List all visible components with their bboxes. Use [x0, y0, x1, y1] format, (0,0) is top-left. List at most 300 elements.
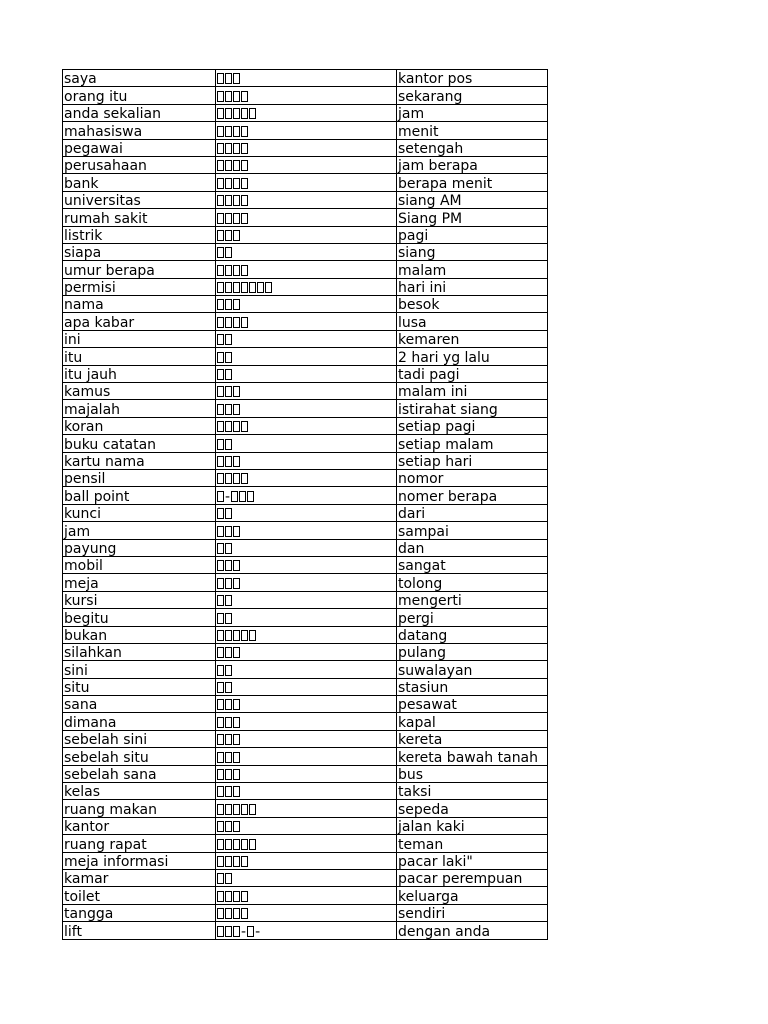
table-row — [63, 661, 548, 678]
missing-glyph-box — [257, 282, 264, 293]
table-row — [63, 296, 548, 313]
missing-glyph-box — [241, 265, 248, 276]
indonesian-word-cell-right: menit — [397, 122, 548, 139]
missing-glyph-box — [241, 317, 248, 328]
missing-glyph-box — [225, 926, 232, 937]
indonesian-word-cell: kelas — [63, 783, 216, 800]
missing-glyph-box — [241, 891, 248, 902]
japanese-word-cell — [216, 243, 397, 260]
table-row — [63, 365, 548, 382]
table-row — [63, 104, 548, 121]
missing-glyph-box — [225, 804, 232, 815]
missing-glyph-box — [217, 839, 224, 850]
missing-glyph-box — [225, 613, 232, 624]
japanese-word-cell — [216, 522, 397, 539]
missing-glyph-box — [233, 856, 240, 867]
japanese-word-cell — [216, 400, 397, 417]
table-row — [63, 869, 548, 886]
indonesian-word-cell: bukan — [63, 626, 216, 643]
japanese-word-cell — [216, 330, 397, 347]
indonesian-word-cell-right: siang AM — [397, 191, 548, 208]
indonesian-word-cell-right: pagi — [397, 226, 548, 243]
missing-glyph-box — [217, 143, 224, 154]
japanese-word-cell — [216, 748, 397, 765]
indonesian-word-cell-right: sekarang — [397, 87, 548, 104]
indonesian-word-cell: meja informasi — [63, 852, 216, 869]
indonesian-word-cell-right: kereta — [397, 730, 548, 747]
missing-glyph-box — [233, 108, 240, 119]
japanese-word-cell — [216, 626, 397, 643]
missing-glyph-box — [225, 752, 232, 763]
indonesian-word-cell: sini — [63, 661, 216, 678]
indonesian-word-cell-right: jam berapa — [397, 156, 548, 173]
missing-glyph-box — [217, 369, 224, 380]
missing-glyph-box — [249, 108, 256, 119]
missing-glyph-box — [217, 265, 224, 276]
missing-glyph-box — [225, 247, 232, 258]
table-row — [63, 730, 548, 747]
indonesian-word-cell-right: sangat — [397, 556, 548, 573]
japanese-word-cell — [216, 678, 397, 695]
indonesian-word-cell: payung — [63, 539, 216, 556]
missing-glyph-box — [233, 473, 240, 484]
missing-glyph-box — [247, 491, 254, 502]
missing-glyph-box — [225, 473, 232, 484]
missing-glyph-box — [225, 299, 232, 310]
missing-glyph-box — [225, 386, 232, 397]
missing-glyph-box — [225, 856, 232, 867]
missing-glyph-box — [225, 369, 232, 380]
missing-glyph-box — [217, 421, 224, 432]
missing-glyph-box — [225, 108, 232, 119]
missing-glyph-box — [225, 178, 232, 189]
indonesian-word-cell: universitas — [63, 191, 216, 208]
indonesian-word-cell-right: sampai — [397, 522, 548, 539]
japanese-word-cell — [216, 191, 397, 208]
japanese-word-cell — [216, 469, 397, 486]
missing-glyph-box — [225, 282, 232, 293]
table-row — [63, 887, 548, 904]
missing-glyph-box — [217, 717, 224, 728]
indonesian-word-cell: kamar — [63, 869, 216, 886]
indonesian-word-cell: nama — [63, 296, 216, 313]
table-row — [63, 226, 548, 243]
missing-glyph-box — [225, 595, 232, 606]
missing-glyph-box — [217, 178, 224, 189]
table-row — [63, 556, 548, 573]
missing-glyph-box — [233, 91, 240, 102]
indonesian-word-cell-right: pacar laki" — [397, 852, 548, 869]
missing-glyph-box — [217, 91, 224, 102]
table-row — [63, 313, 548, 330]
missing-glyph-box — [241, 856, 248, 867]
missing-glyph-box — [217, 195, 224, 206]
japanese-word-cell — [216, 643, 397, 660]
missing-glyph-box — [233, 404, 240, 415]
indonesian-word-cell-right: malam ini — [397, 383, 548, 400]
missing-glyph-box — [233, 421, 240, 432]
indonesian-word-cell: lift — [63, 922, 216, 939]
indonesian-word-cell-right: dari — [397, 504, 548, 521]
indonesian-word-cell: buku catatan — [63, 435, 216, 452]
japanese-word-cell — [216, 122, 397, 139]
missing-glyph-box — [233, 456, 240, 467]
indonesian-word-cell: listrik — [63, 226, 216, 243]
table-row — [63, 852, 548, 869]
indonesian-word-cell-right: pacar perempuan — [397, 869, 548, 886]
missing-glyph-box — [241, 213, 248, 224]
indonesian-word-cell-right: Siang PM — [397, 209, 548, 226]
missing-glyph-box — [225, 352, 232, 363]
indonesian-word-cell-right: setengah — [397, 139, 548, 156]
missing-glyph-box — [225, 543, 232, 554]
missing-glyph-box — [217, 786, 224, 797]
indonesian-word-cell-right: dengan anda — [397, 922, 548, 939]
indonesian-word-cell: bank — [63, 174, 216, 191]
table-row — [63, 835, 548, 852]
indonesian-word-cell: kantor — [63, 817, 216, 834]
indonesian-word-cell: anda sekalian — [63, 104, 216, 121]
japanese-word-cell — [216, 591, 397, 608]
indonesian-word-cell: ruang rapat — [63, 835, 216, 852]
missing-glyph-box — [249, 804, 256, 815]
missing-glyph-box — [217, 213, 224, 224]
missing-glyph-box — [233, 526, 240, 537]
indonesian-word-cell-right: besok — [397, 296, 548, 313]
missing-glyph-box — [217, 699, 224, 710]
table-row — [63, 122, 548, 139]
missing-glyph-box — [249, 282, 256, 293]
table-row — [63, 817, 548, 834]
indonesian-word-cell-right: keluarga — [397, 887, 548, 904]
missing-glyph-box — [233, 821, 240, 832]
missing-glyph-box — [233, 578, 240, 589]
japanese-word-cell — [216, 835, 397, 852]
missing-glyph-box — [217, 891, 224, 902]
missing-glyph-box — [225, 334, 232, 345]
missing-glyph-box — [233, 560, 240, 571]
indonesian-word-cell: ini — [63, 330, 216, 347]
indonesian-word-cell: sebelah sana — [63, 765, 216, 782]
missing-glyph-box — [247, 926, 254, 937]
table-row — [63, 643, 548, 660]
japanese-word-cell — [216, 609, 397, 626]
indonesian-word-cell-right: tolong — [397, 574, 548, 591]
missing-glyph-box — [217, 491, 224, 502]
indonesian-word-cell-right: hari ini — [397, 278, 548, 295]
indonesian-word-cell: permisi — [63, 278, 216, 295]
table-row — [63, 904, 548, 921]
missing-glyph-box — [217, 473, 224, 484]
table-row — [63, 539, 548, 556]
indonesian-word-cell-right: kemaren — [397, 330, 548, 347]
indonesian-word-cell-right: setiap pagi — [397, 417, 548, 434]
table-row — [63, 591, 548, 608]
table-row — [63, 522, 548, 539]
table-row — [63, 678, 548, 695]
table-row — [63, 383, 548, 400]
missing-glyph-box — [225, 508, 232, 519]
japanese-word-cell — [216, 765, 397, 782]
missing-glyph-box — [217, 769, 224, 780]
missing-glyph-box — [225, 734, 232, 745]
missing-glyph-box — [225, 560, 232, 571]
missing-glyph-box — [217, 334, 224, 345]
missing-glyph-box — [241, 473, 248, 484]
indonesian-word-cell-right: berapa menit — [397, 174, 548, 191]
indonesian-word-cell-right: datang — [397, 626, 548, 643]
indonesian-word-cell: perusahaan — [63, 156, 216, 173]
missing-glyph-box — [233, 786, 240, 797]
missing-glyph-box — [225, 821, 232, 832]
missing-glyph-box — [241, 908, 248, 919]
missing-glyph-box — [241, 178, 248, 189]
table-row — [63, 191, 548, 208]
missing-glyph-box — [225, 439, 232, 450]
table-row — [63, 174, 548, 191]
japanese-word-cell — [216, 104, 397, 121]
table-row — [63, 748, 548, 765]
missing-glyph-box — [217, 578, 224, 589]
table-row — [63, 574, 548, 591]
japanese-word-cell — [216, 365, 397, 382]
table-row — [63, 209, 548, 226]
table-row — [63, 922, 548, 939]
indonesian-word-cell-right: siang — [397, 243, 548, 260]
japanese-word-cell — [216, 452, 397, 469]
missing-glyph-box — [217, 630, 224, 641]
vocabulary-table-body — [63, 70, 548, 940]
missing-glyph-box — [225, 265, 232, 276]
missing-glyph-box — [233, 126, 240, 137]
missing-glyph-box — [233, 734, 240, 745]
missing-glyph-box — [241, 421, 248, 432]
table-row — [63, 330, 548, 347]
indonesian-word-cell: itu — [63, 348, 216, 365]
missing-glyph-box — [217, 299, 224, 310]
missing-glyph-box — [217, 439, 224, 450]
missing-glyph-box — [233, 299, 240, 310]
indonesian-word-cell-right: teman — [397, 835, 548, 852]
indonesian-word-cell-right: taksi — [397, 783, 548, 800]
indonesian-word-cell: orang itu — [63, 87, 216, 104]
table-row — [63, 452, 548, 469]
missing-glyph-box — [217, 665, 224, 676]
missing-glyph-box — [241, 839, 248, 850]
indonesian-word-cell: sebelah situ — [63, 748, 216, 765]
indonesian-word-cell: begitu — [63, 609, 216, 626]
table-row — [63, 713, 548, 730]
missing-glyph-box — [217, 230, 224, 241]
indonesian-word-cell: apa kabar — [63, 313, 216, 330]
missing-glyph-box — [217, 317, 224, 328]
indonesian-word-cell-right: kantor pos — [397, 70, 548, 87]
japanese-word-cell — [216, 417, 397, 434]
indonesian-word-cell: itu jauh — [63, 365, 216, 382]
missing-glyph-box — [233, 265, 240, 276]
dash-char: - — [225, 488, 231, 505]
missing-glyph-box — [231, 491, 238, 502]
missing-glyph-box — [217, 386, 224, 397]
indonesian-word-cell-right: stasiun — [397, 678, 548, 695]
japanese-word-cell — [216, 696, 397, 713]
missing-glyph-box — [225, 839, 232, 850]
missing-glyph-box — [225, 195, 232, 206]
missing-glyph-box — [217, 508, 224, 519]
japanese-word-cell — [216, 348, 397, 365]
indonesian-word-cell-right: mengerti — [397, 591, 548, 608]
table-row — [63, 504, 548, 521]
japanese-word-cell — [216, 261, 397, 278]
indonesian-word-cell: saya — [63, 70, 216, 87]
missing-glyph-box — [233, 699, 240, 710]
missing-glyph-box — [217, 282, 224, 293]
japanese-word-cell — [216, 156, 397, 173]
table-row — [63, 87, 548, 104]
missing-glyph-box — [233, 317, 240, 328]
missing-glyph-box — [217, 734, 224, 745]
missing-glyph-box — [225, 526, 232, 537]
japanese-word-cell — [216, 209, 397, 226]
japanese-word-cell — [216, 800, 397, 817]
missing-glyph-box — [225, 404, 232, 415]
missing-glyph-box — [225, 891, 232, 902]
missing-glyph-box — [217, 160, 224, 171]
japanese-word-cell — [216, 139, 397, 156]
japanese-word-cell — [216, 661, 397, 678]
japanese-word-cell — [216, 504, 397, 521]
indonesian-word-cell: ruang makan — [63, 800, 216, 817]
missing-glyph-box — [217, 526, 224, 537]
missing-glyph-box — [225, 160, 232, 171]
missing-glyph-box — [217, 647, 224, 658]
missing-glyph-box — [233, 630, 240, 641]
table-row — [63, 696, 548, 713]
indonesian-word-cell-right: malam — [397, 261, 548, 278]
missing-glyph-box — [217, 613, 224, 624]
missing-glyph-box — [241, 195, 248, 206]
missing-glyph-box — [225, 143, 232, 154]
indonesian-word-cell-right: suwalayan — [397, 661, 548, 678]
indonesian-word-cell: kunci — [63, 504, 216, 521]
missing-glyph-box — [233, 717, 240, 728]
missing-glyph-box — [225, 908, 232, 919]
indonesian-word-cell: toilet — [63, 887, 216, 904]
missing-glyph-box — [217, 595, 224, 606]
indonesian-word-cell-right: nomer berapa — [397, 487, 548, 504]
japanese-word-cell — [216, 783, 397, 800]
missing-glyph-box — [217, 404, 224, 415]
table-row — [63, 765, 548, 782]
japanese-word-cell — [216, 869, 397, 886]
missing-glyph-box — [239, 491, 246, 502]
missing-glyph-box — [241, 804, 248, 815]
indonesian-word-cell-right: pergi — [397, 609, 548, 626]
indonesian-word-cell-right: bus — [397, 765, 548, 782]
missing-glyph-box — [225, 786, 232, 797]
missing-glyph-box — [217, 352, 224, 363]
indonesian-word-cell-right: lusa — [397, 313, 548, 330]
japanese-word-cell — [216, 887, 397, 904]
indonesian-word-cell-right: pulang — [397, 643, 548, 660]
indonesian-word-cell: mobil — [63, 556, 216, 573]
japanese-word-cell — [216, 87, 397, 104]
japanese-word-cell — [216, 852, 397, 869]
missing-glyph-box — [225, 682, 232, 693]
missing-glyph-box — [225, 317, 232, 328]
indonesian-word-cell-right: tadi pagi — [397, 365, 548, 382]
japanese-word-cell — [216, 487, 397, 504]
missing-glyph-box — [225, 421, 232, 432]
table-row — [63, 800, 548, 817]
missing-glyph-box — [225, 91, 232, 102]
table-row — [63, 400, 548, 417]
indonesian-word-cell: situ — [63, 678, 216, 695]
missing-glyph-box — [225, 665, 232, 676]
table-row — [63, 417, 548, 434]
missing-glyph-box — [249, 839, 256, 850]
missing-glyph-box — [225, 647, 232, 658]
missing-glyph-box — [217, 908, 224, 919]
missing-glyph-box — [217, 926, 224, 937]
missing-glyph-box — [233, 230, 240, 241]
missing-glyph-box — [233, 160, 240, 171]
missing-glyph-box — [225, 578, 232, 589]
table-row — [63, 487, 548, 504]
indonesian-word-cell: kamus — [63, 383, 216, 400]
table-row — [63, 278, 548, 295]
indonesian-word-cell-right: 2 hari yg lalu — [397, 348, 548, 365]
missing-glyph-box — [217, 560, 224, 571]
indonesian-word-cell-right: pesawat — [397, 696, 548, 713]
indonesian-word-cell-right: sendiri — [397, 904, 548, 921]
vocabulary-table — [62, 69, 548, 940]
indonesian-word-cell: silahkan — [63, 643, 216, 660]
missing-glyph-box — [217, 456, 224, 467]
missing-glyph-box — [241, 160, 248, 171]
missing-glyph-box — [233, 926, 240, 937]
missing-glyph-box — [233, 143, 240, 154]
missing-glyph-box — [233, 908, 240, 919]
table-row — [63, 469, 548, 486]
missing-glyph-box — [233, 282, 240, 293]
japanese-word-cell — [216, 713, 397, 730]
missing-glyph-box — [233, 213, 240, 224]
indonesian-word-cell-right: kereta bawah tanah — [397, 748, 548, 765]
japanese-word-cell — [216, 730, 397, 747]
missing-glyph-box — [217, 126, 224, 137]
japanese-word-cell — [216, 313, 397, 330]
missing-glyph-box — [233, 769, 240, 780]
missing-glyph-box — [233, 73, 240, 84]
indonesian-word-cell: kursi — [63, 591, 216, 608]
indonesian-word-cell-right: sepeda — [397, 800, 548, 817]
japanese-word-cell — [216, 904, 397, 921]
indonesian-word-cell: dimana — [63, 713, 216, 730]
missing-glyph-box — [217, 821, 224, 832]
table-row — [63, 261, 548, 278]
missing-glyph-box — [241, 143, 248, 154]
missing-glyph-box — [233, 804, 240, 815]
japanese-word-cell — [216, 922, 397, 939]
indonesian-word-cell: sana — [63, 696, 216, 713]
missing-glyph-box — [241, 126, 248, 137]
dash-char: - — [255, 923, 261, 940]
indonesian-word-cell: rumah sakit — [63, 209, 216, 226]
missing-glyph-box — [241, 282, 248, 293]
missing-glyph-box — [233, 386, 240, 397]
table-row — [63, 783, 548, 800]
